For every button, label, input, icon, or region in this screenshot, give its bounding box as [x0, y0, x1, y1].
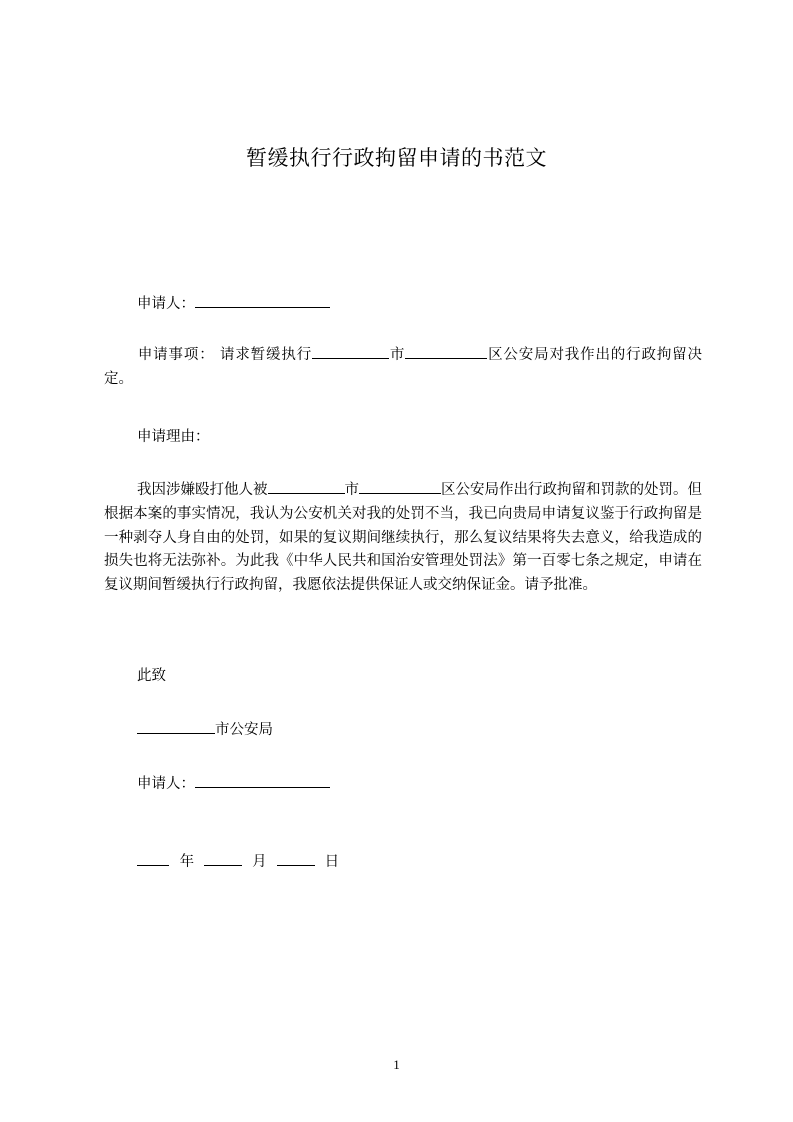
signature-label: 申请人：	[137, 776, 195, 792]
signature-line	[137, 772, 330, 793]
day-label: 日	[324, 854, 340, 870]
reason-paragraph	[104, 478, 702, 598]
request-city-suffix: 市	[389, 347, 406, 363]
applicant-line	[137, 292, 330, 313]
reason-text-2: 区公安局作出行政拘留和罚款的处罚。但根据本案的事实情况，我认为公安机关对我的处罚不当，我已向贵局申请复议鉴于行政拘留是一种剥夺人身自由的处罚，如果的复议期间继续执行，那么复议结果将失去意义，给我造成的损失也将无法弥补。为此我《中华人民共和国治安管理处罚法》第一百零七条之规定，申请在复议期间暂缓执行行政拘留，我愿依法提供保证人或交纳保证金。请予批准。	[104, 482, 702, 594]
year-label: 年	[179, 854, 195, 870]
salutation: 此致	[137, 668, 166, 684]
reason-text-1: 我因涉嫌殴打他人被	[137, 482, 268, 498]
reason-label: 申请理由：	[137, 429, 210, 445]
request-label: 申请事项：	[137, 347, 215, 363]
month-label: 月	[252, 854, 267, 870]
page-number: 1	[393, 1057, 400, 1072]
request-text-2: 区公安局对我作出的行政拘	[487, 347, 673, 363]
month-blank[interactable]	[204, 850, 242, 866]
applicant-blank[interactable]	[195, 292, 330, 308]
request-paragraph	[104, 343, 702, 392]
recipient-line	[137, 718, 273, 739]
reason-district-blank[interactable]	[359, 478, 441, 494]
reason-city-suffix: 市	[344, 482, 359, 498]
request-city-blank[interactable]	[312, 343, 389, 359]
salutation-line	[137, 664, 166, 685]
signature-blank[interactable]	[195, 772, 330, 788]
request-text-1: 请求暂缓执行	[220, 347, 313, 363]
day-blank[interactable]	[277, 850, 315, 866]
request-district-blank[interactable]	[405, 343, 487, 359]
request-text-3: 留决定。	[104, 347, 703, 387]
reason-city-blank[interactable]	[268, 478, 345, 494]
applicant-label: 申请人：	[137, 296, 195, 312]
document-title: 暂缓执行行政拘留申请的书范文	[246, 146, 547, 170]
reason-label-line	[137, 425, 210, 446]
date-line	[137, 850, 339, 871]
year-blank[interactable]	[137, 850, 169, 866]
recipient-suffix: 市公安局	[215, 722, 273, 738]
recipient-city-blank[interactable]	[137, 718, 215, 734]
